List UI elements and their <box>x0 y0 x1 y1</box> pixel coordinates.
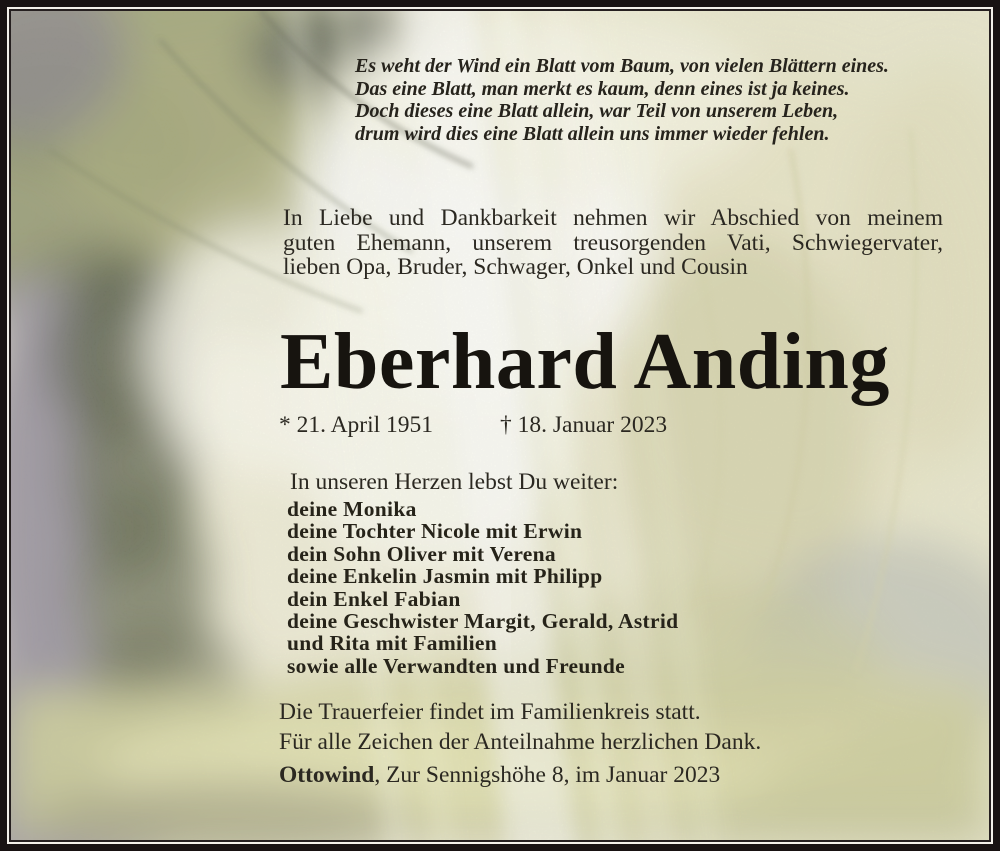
place-date-line <box>279 760 761 790</box>
intro-line: guten Ehemann, unserem treusorgenden Vati, Schwiegervater, <box>283 229 943 256</box>
poem-line: Doch dieses eine Blatt allein, war Teil von unserem Leben, <box>355 100 839 122</box>
place-name: Ottowind <box>279 761 375 788</box>
poem-line: Das eine Blatt, man merkt es kaum, denn eines ist ja keines. <box>355 77 850 100</box>
mourner-line: deine Monika <box>287 497 417 521</box>
farewell-intro <box>283 206 943 280</box>
mourner-line: deine Tochter Nicole mit Erwin <box>287 519 583 544</box>
photo-area <box>11 11 989 840</box>
poem-line: Es weht der Wind ein Blatt vom Baum, von vielen Blättern eines. <box>355 55 889 77</box>
mourner-line: deine Geschwister Margit, Gerald, Astrid <box>287 609 679 634</box>
intro-line: In Liebe und Dankbarkeit nehmen wir Abschied von meinem <box>283 205 943 231</box>
frame-inner-line <box>9 9 991 842</box>
intro-line: lieben Opa, Bruder, Schwager, Onkel und Cousin <box>283 254 748 280</box>
remembrance-heading: In unseren Herzen lebst Du weiter: <box>290 469 619 495</box>
thanks-note: Für alle Zeichen der Anteilnahme herzlichen Dank. <box>279 729 762 756</box>
poem-line: drum wird dies eine Blatt allein uns immer wieder fehlen. <box>355 122 830 145</box>
deceased-name: Eberhard Anding <box>280 318 890 406</box>
death-date: † 18. Januar 2023 <box>500 412 668 438</box>
mourner-line: und Rita mit Familien <box>287 631 497 656</box>
closing-section <box>279 697 761 790</box>
mourner-line: dein Enkel Fabian <box>287 586 461 611</box>
frame-pinstripe <box>7 7 993 844</box>
mourner-line: sowie alle Verwandten und Freunde <box>287 653 626 678</box>
memorial-poem <box>355 55 889 145</box>
place-address-date: , Zur Sennigshöhe 8, im Januar 2023 <box>374 761 721 788</box>
mourner-line: deine Enkelin Jasmin mit Philipp <box>287 564 603 589</box>
life-dates <box>279 412 667 438</box>
ceremony-note: Die Trauerfeier findet im Familienkreis statt. <box>279 699 701 725</box>
birth-date: * 21. April 1951 <box>279 412 434 438</box>
mourner-line: dein Sohn Oliver mit Verena <box>287 541 556 566</box>
remembrance-section <box>287 469 678 677</box>
